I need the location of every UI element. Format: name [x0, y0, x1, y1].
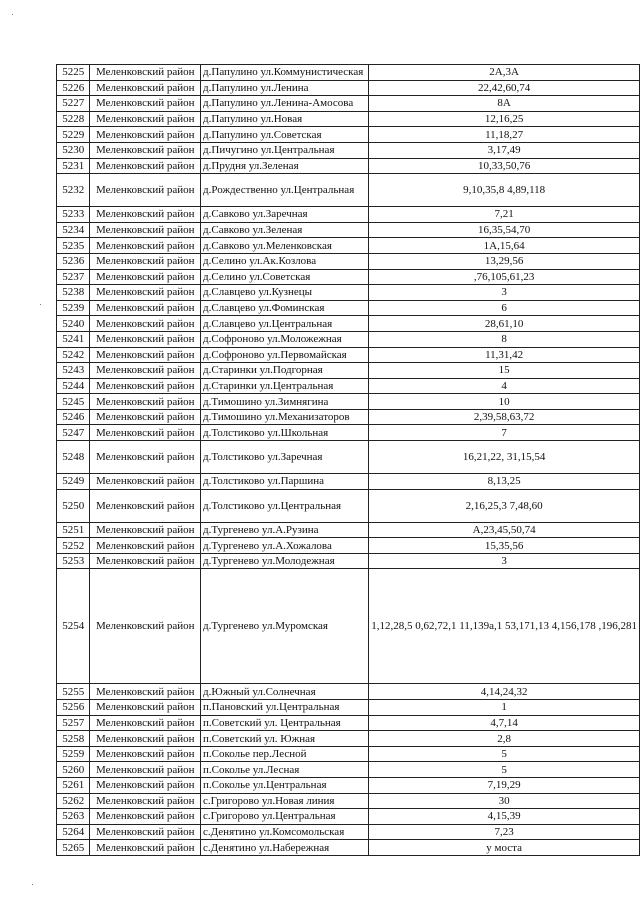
row-number: 5227 — [57, 96, 90, 112]
row-district: Меленковский район — [90, 522, 201, 538]
table-row — [57, 778, 640, 794]
row-address: п.Советский ул. Южная — [201, 731, 369, 747]
row-number: 5239 — [57, 300, 90, 316]
row-district: Меленковский район — [90, 285, 201, 301]
row-house-numbers: 10,33,50,76 — [369, 158, 640, 174]
row-house-numbers: 2,39,58,63,72 — [369, 409, 640, 425]
row-address: д.Пичугино ул.Центральная — [201, 142, 369, 158]
row-address: д.Савково ул.Зеленая — [201, 222, 369, 238]
row-district: Меленковский район — [90, 778, 201, 794]
row-number: 5262 — [57, 793, 90, 809]
row-number: 5230 — [57, 142, 90, 158]
row-district: Меленковский район — [90, 378, 201, 394]
row-number: 5261 — [57, 778, 90, 794]
row-address: д.Тимошино ул.Механизаторов — [201, 409, 369, 425]
row-district: Меленковский район — [90, 474, 201, 490]
address-table-body — [57, 65, 640, 856]
row-address: д.Тимошино ул.Зимнягина — [201, 394, 369, 410]
row-house-numbers: 7,21 — [369, 207, 640, 223]
row-district: Меленковский район — [90, 316, 201, 332]
row-district: Меленковский район — [90, 269, 201, 285]
table-row — [57, 840, 640, 856]
row-house-numbers: 28,61,10 — [369, 316, 640, 332]
row-house-numbers: 2,8 — [369, 731, 640, 747]
row-house-numbers: 16,21,22, 31,15,54 — [369, 441, 640, 474]
row-number: 5233 — [57, 207, 90, 223]
table-row — [57, 238, 640, 254]
table-row — [57, 347, 640, 363]
row-number: 5254 — [57, 569, 90, 684]
row-address: д.Савково ул.Меленковская — [201, 238, 369, 254]
row-house-numbers: 8А — [369, 96, 640, 112]
row-number: 5265 — [57, 840, 90, 856]
row-house-numbers: 2,16,25,3 7,48,60 — [369, 489, 640, 522]
row-house-numbers: 1 — [369, 700, 640, 716]
row-district: Меленковский район — [90, 762, 201, 778]
row-address: п.Советский ул. Центральная — [201, 715, 369, 731]
table-row — [57, 331, 640, 347]
table-row — [57, 762, 640, 778]
row-number: 5257 — [57, 715, 90, 731]
row-number: 5241 — [57, 331, 90, 347]
row-district: Меленковский район — [90, 553, 201, 569]
row-address: д.Старинки ул.Подгорная — [201, 363, 369, 379]
table-row — [57, 65, 640, 81]
row-address: п.Соколье пер.Лесной — [201, 746, 369, 762]
row-house-numbers: 10 — [369, 394, 640, 410]
row-district: Меленковский район — [90, 569, 201, 684]
row-district: Меленковский район — [90, 538, 201, 554]
table-row — [57, 96, 640, 112]
row-number: 5248 — [57, 441, 90, 474]
row-house-numbers: 12,16,25 — [369, 111, 640, 127]
table-row — [57, 731, 640, 747]
row-number: 5256 — [57, 700, 90, 716]
address-table — [56, 64, 640, 856]
row-address: д.Толстиково ул.Центральная — [201, 489, 369, 522]
row-district: Меленковский район — [90, 174, 201, 207]
row-district: Меленковский район — [90, 127, 201, 143]
row-house-numbers: 7,23 — [369, 824, 640, 840]
row-house-numbers: 7 — [369, 425, 640, 441]
row-number: 5255 — [57, 684, 90, 700]
table-row — [57, 569, 640, 684]
row-district: Меленковский район — [90, 793, 201, 809]
row-number: 5263 — [57, 809, 90, 825]
row-address: д.Толстиково ул.Паршина — [201, 474, 369, 490]
row-number: 5260 — [57, 762, 90, 778]
table-row — [57, 158, 640, 174]
table-row — [57, 269, 640, 285]
row-address: д.Прудня ул.Зеленая — [201, 158, 369, 174]
row-house-numbers: 4,7,14 — [369, 715, 640, 731]
table-row — [57, 285, 640, 301]
scan-speck — [32, 884, 33, 885]
row-number: 5242 — [57, 347, 90, 363]
row-house-numbers: 5 — [369, 746, 640, 762]
row-number: 5225 — [57, 65, 90, 81]
row-district: Меленковский район — [90, 824, 201, 840]
row-district: Меленковский район — [90, 331, 201, 347]
row-address: д.Софроново ул.Первомайская — [201, 347, 369, 363]
table-row — [57, 684, 640, 700]
row-district: Меленковский район — [90, 409, 201, 425]
row-address: д.Тургенево ул.А.Хожалова — [201, 538, 369, 554]
row-address: с.Григорово ул.Центральная — [201, 809, 369, 825]
row-address: д.Толстиково ул.Школьная — [201, 425, 369, 441]
row-address: д.Славцево ул.Кузнецы — [201, 285, 369, 301]
row-district: Меленковский район — [90, 363, 201, 379]
row-district: Меленковский район — [90, 142, 201, 158]
row-address: д.Селино ул.Ак.Козлова — [201, 253, 369, 269]
row-district: Меленковский район — [90, 441, 201, 474]
row-house-numbers: ,76,105,61,23 — [369, 269, 640, 285]
row-number: 5228 — [57, 111, 90, 127]
row-house-numbers: 13,29,56 — [369, 253, 640, 269]
row-house-numbers: 1,12,28,5 0,62,72,1 11,139а,1 53,171,13 4,156,178 ,196,281 — [369, 569, 640, 684]
row-address: д.Тургенево ул.Муромская — [201, 569, 369, 684]
row-number: 5249 — [57, 474, 90, 490]
row-number: 5258 — [57, 731, 90, 747]
table-row — [57, 127, 640, 143]
row-address: д.Южный ул.Солнечная — [201, 684, 369, 700]
table-row — [57, 538, 640, 554]
row-district: Меленковский район — [90, 80, 201, 96]
row-address: д.Славцево ул.Фоминская — [201, 300, 369, 316]
row-house-numbers: 15,35,56 — [369, 538, 640, 554]
table-row — [57, 474, 640, 490]
table-row — [57, 824, 640, 840]
row-district: Меленковский район — [90, 111, 201, 127]
row-district: Меленковский район — [90, 222, 201, 238]
row-number: 5234 — [57, 222, 90, 238]
table-row — [57, 409, 640, 425]
row-number: 5246 — [57, 409, 90, 425]
row-house-numbers: 6 — [369, 300, 640, 316]
row-address: д.Папулино ул.Ленина — [201, 80, 369, 96]
row-address: д.Папулино ул.Новая — [201, 111, 369, 127]
row-address: п.Пановский ул.Центральная — [201, 700, 369, 716]
row-district: Меленковский район — [90, 746, 201, 762]
row-address: с.Денятино ул.Набережная — [201, 840, 369, 856]
table-row — [57, 253, 640, 269]
row-address: д.Савково ул.Заречная — [201, 207, 369, 223]
table-row — [57, 222, 640, 238]
row-address: д.Тургенево ул.А.Рузина — [201, 522, 369, 538]
row-address: д.Папулино ул.Советская — [201, 127, 369, 143]
row-address: п.Соколье ул.Центральная — [201, 778, 369, 794]
row-house-numbers: 3 — [369, 553, 640, 569]
row-district: Меленковский район — [90, 300, 201, 316]
row-address: с.Денятино ул.Комсомольская — [201, 824, 369, 840]
row-district: Меленковский район — [90, 715, 201, 731]
row-district: Меленковский район — [90, 684, 201, 700]
table-row — [57, 207, 640, 223]
row-district: Меленковский район — [90, 158, 201, 174]
row-address: д.Софроново ул.Моложежная — [201, 331, 369, 347]
row-address: с.Григорово ул.Новая линия — [201, 793, 369, 809]
row-house-numbers: 7,19,29 — [369, 778, 640, 794]
row-address: д.Рождественно ул.Центральная — [201, 174, 369, 207]
row-district: Меленковский район — [90, 238, 201, 254]
row-district: Меленковский район — [90, 840, 201, 856]
row-house-numbers: 11,31,42 — [369, 347, 640, 363]
table-row — [57, 378, 640, 394]
row-house-numbers: А,23,45,50,74 — [369, 522, 640, 538]
row-number: 5240 — [57, 316, 90, 332]
row-number: 5237 — [57, 269, 90, 285]
table-row — [57, 809, 640, 825]
table-row — [57, 394, 640, 410]
row-district: Меленковский район — [90, 207, 201, 223]
row-house-numbers: 15 — [369, 363, 640, 379]
table-row — [57, 553, 640, 569]
row-number: 5245 — [57, 394, 90, 410]
table-row — [57, 700, 640, 716]
row-house-numbers: 4,14,24,32 — [369, 684, 640, 700]
row-number: 5247 — [57, 425, 90, 441]
row-house-numbers: 4 — [369, 378, 640, 394]
row-house-numbers: 4,15,39 — [369, 809, 640, 825]
row-number: 5229 — [57, 127, 90, 143]
table-row — [57, 300, 640, 316]
scan-speck — [12, 14, 13, 15]
row-number: 5231 — [57, 158, 90, 174]
row-house-numbers: 11,18,27 — [369, 127, 640, 143]
row-house-numbers: 5 — [369, 762, 640, 778]
row-address: д.Толстиково ул.Заречная — [201, 441, 369, 474]
table-row — [57, 793, 640, 809]
row-address: д.Тургенево ул.Молодежная — [201, 553, 369, 569]
row-address: д.Славцево ул.Центральная — [201, 316, 369, 332]
row-address: д.Папулино ул.Ленина-Амосова — [201, 96, 369, 112]
row-house-numbers: 30 — [369, 793, 640, 809]
row-district: Меленковский район — [90, 731, 201, 747]
row-number: 5226 — [57, 80, 90, 96]
row-district: Меленковский район — [90, 700, 201, 716]
row-house-numbers: 9,10,35,8 4,89,118 — [369, 174, 640, 207]
row-district: Меленковский район — [90, 809, 201, 825]
table-row — [57, 441, 640, 474]
row-district: Меленковский район — [90, 253, 201, 269]
row-number: 5251 — [57, 522, 90, 538]
row-district: Меленковский район — [90, 394, 201, 410]
row-number: 5259 — [57, 746, 90, 762]
row-house-numbers: 16,35,54,70 — [369, 222, 640, 238]
row-number: 5235 — [57, 238, 90, 254]
row-number: 5232 — [57, 174, 90, 207]
row-number: 5244 — [57, 378, 90, 394]
table-row — [57, 746, 640, 762]
row-house-numbers: 2А,3А — [369, 65, 640, 81]
row-address: п.Соколье ул.Лесная — [201, 762, 369, 778]
row-address: д.Папулино ул.Коммунистическая — [201, 65, 369, 81]
row-number: 5253 — [57, 553, 90, 569]
row-house-numbers: 3 — [369, 285, 640, 301]
row-district: Меленковский район — [90, 65, 201, 81]
table-row — [57, 363, 640, 379]
row-district: Меленковский район — [90, 96, 201, 112]
table-row — [57, 316, 640, 332]
row-address: д.Старинки ул.Центральная — [201, 378, 369, 394]
row-number: 5238 — [57, 285, 90, 301]
table-row — [57, 111, 640, 127]
row-house-numbers: у моста — [369, 840, 640, 856]
row-house-numbers: 8,13,25 — [369, 474, 640, 490]
table-row — [57, 522, 640, 538]
row-house-numbers: 22,42,60,74 — [369, 80, 640, 96]
row-house-numbers: 3,17,49 — [369, 142, 640, 158]
table-row — [57, 715, 640, 731]
row-district: Меленковский район — [90, 347, 201, 363]
row-number: 5264 — [57, 824, 90, 840]
row-district: Меленковский район — [90, 425, 201, 441]
row-number: 5250 — [57, 489, 90, 522]
row-number: 5252 — [57, 538, 90, 554]
table-row — [57, 142, 640, 158]
table-row — [57, 174, 640, 207]
row-address: д.Селино ул.Советская — [201, 269, 369, 285]
table-row — [57, 80, 640, 96]
table-row — [57, 489, 640, 522]
row-house-numbers: 8 — [369, 331, 640, 347]
row-number: 5243 — [57, 363, 90, 379]
scan-speck — [40, 304, 41, 305]
row-district: Меленковский район — [90, 489, 201, 522]
row-house-numbers: 1А,15,64 — [369, 238, 640, 254]
row-number: 5236 — [57, 253, 90, 269]
table-row — [57, 425, 640, 441]
